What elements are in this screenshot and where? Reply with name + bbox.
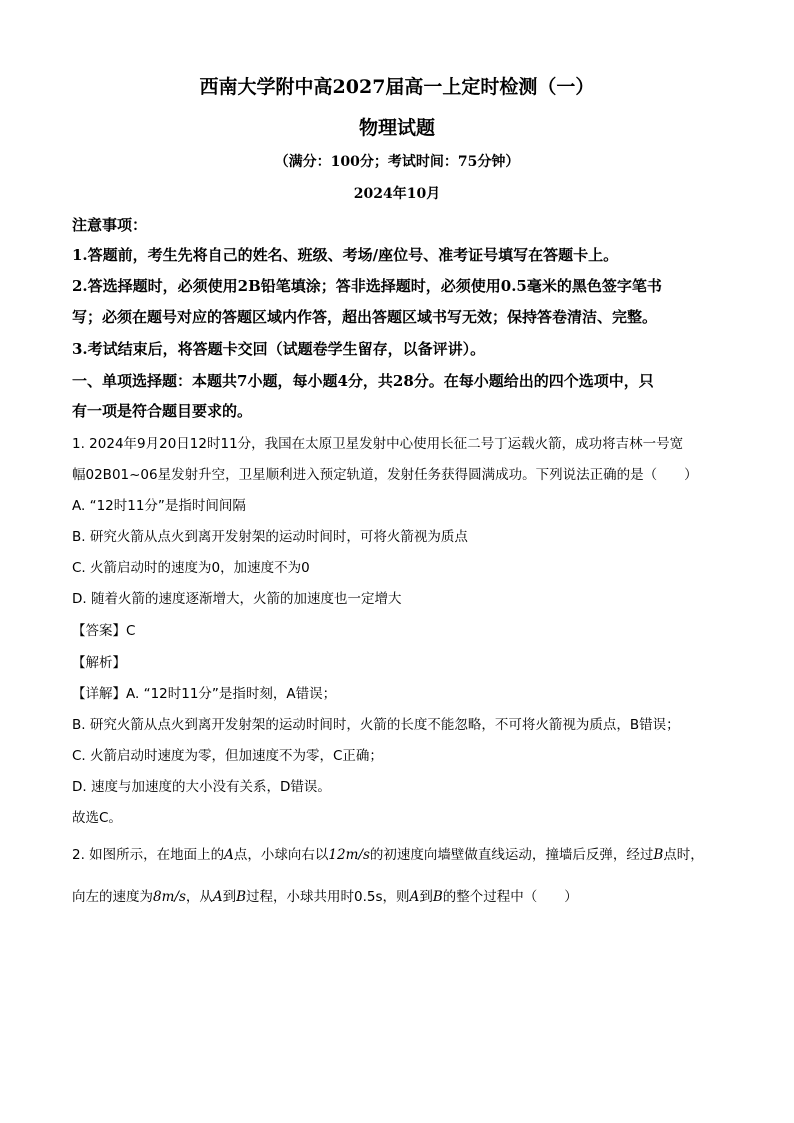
q1-option-b: B. 研究火箭从点火到离开发射架的运动时间时，可将火箭视为质点	[72, 529, 468, 545]
point-b: B	[432, 889, 443, 905]
q2-text: 向左的速度为	[72, 889, 153, 905]
notice-item-2-line-2: 写；必须在题号对应的答题区域内作答，超出答题区域书写无效；保持答卷清洁、完整。	[72, 308, 658, 326]
q1-option-a: A. “12时11分”是指时间间隔	[72, 498, 246, 514]
q1-detail-c: C. 火箭启动时速度为零，但加速度不为零，C正确；	[72, 748, 383, 764]
exam-date: 2024年10月	[353, 186, 441, 202]
score-time-info: （满分：100分；考试时间：75分钟）	[274, 154, 520, 170]
point-b: B	[236, 889, 247, 905]
initial-velocity: 12m/s	[328, 847, 370, 863]
q1-stem-line-2: 幅02B01~06星发射升空，卫星顺利进入预定轨道，发射任务获得圆满成功。下列说法正确的是（ ）	[72, 467, 698, 483]
q2-stem-line-1	[72, 843, 704, 863]
notice-item-2-line-1: 2.答选择题时，必须使用2B铅笔填涂；答非选择题时，必须使用0.5毫米的黑色签字笔书	[72, 277, 662, 295]
q2-text: 点，小球向右以	[233, 847, 329, 863]
q1-detail-d: D. 速度与加速度的大小没有关系，D错误。	[72, 779, 331, 795]
q2-text: 点时，	[663, 847, 704, 863]
q2-text: 过程，小球共用时0.5s，则	[246, 889, 410, 905]
q1-answer: 【答案】C	[72, 623, 136, 639]
section-heading-line-1: 一、单项选择题：本题共7小题，每小题4分，共28分。在每小题给出的四个选项中，只	[72, 372, 654, 390]
notice-item-1: 1.答题前，考生先将自己的姓名、班级、考场/座位号、准考证号填写在答题卡上。	[72, 246, 619, 264]
q1-detail-a: 【详解】A. “12时11分”是指时刻，A错误；	[72, 686, 337, 702]
final-velocity: 8m/s	[153, 889, 186, 905]
q1-detail-b: B. 研究火箭从点火到离开发射架的运动时间时，火箭的长度不能忽略，不可将火箭视为质点，B错误；	[72, 717, 680, 733]
point-a: A	[409, 889, 420, 905]
q2-text: 的初速度向墙壁做直线运动，撞墙后反弹，经过	[369, 847, 654, 863]
q1-stem-line-1: 1. 2024年9月20日12时11分，我国在太原卫星发射中心使用长征二号丁运载火箭，成功将吉林一号宽	[72, 436, 684, 452]
subject-title: 物理试题	[358, 117, 435, 139]
q1-conclusion: 故选C。	[72, 810, 122, 826]
point-a: A	[212, 889, 223, 905]
q2-text: 到	[222, 889, 237, 905]
q2-text: 的整个过程中（ ）	[442, 889, 578, 905]
point-b: B	[653, 847, 664, 863]
notice-item-3: 3.考试结束后，将答题卡交回（试题卷学生留存，以备评讲）。	[72, 340, 486, 358]
q2-stem-line-2	[72, 885, 578, 905]
q1-option-d: D. 随着火箭的速度逐渐增大，火箭的加速度也一定增大	[72, 591, 402, 607]
exam-title: 西南大学附中高2027届高一上定时检测（一）	[199, 76, 595, 98]
q1-option-c: C. 火箭启动时的速度为0，加速度不为0	[72, 560, 310, 576]
q2-text: 2. 如图所示，在地面上的	[72, 847, 225, 863]
point-a: A	[224, 847, 234, 863]
notice-heading: 注意事项：	[72, 216, 148, 234]
q2-text: ，从	[185, 889, 213, 905]
q1-analysis-heading: 【解析】	[72, 655, 126, 671]
section-heading-line-2: 有一项是符合题目要求的。	[72, 402, 253, 420]
q2-text: 到	[419, 889, 433, 905]
